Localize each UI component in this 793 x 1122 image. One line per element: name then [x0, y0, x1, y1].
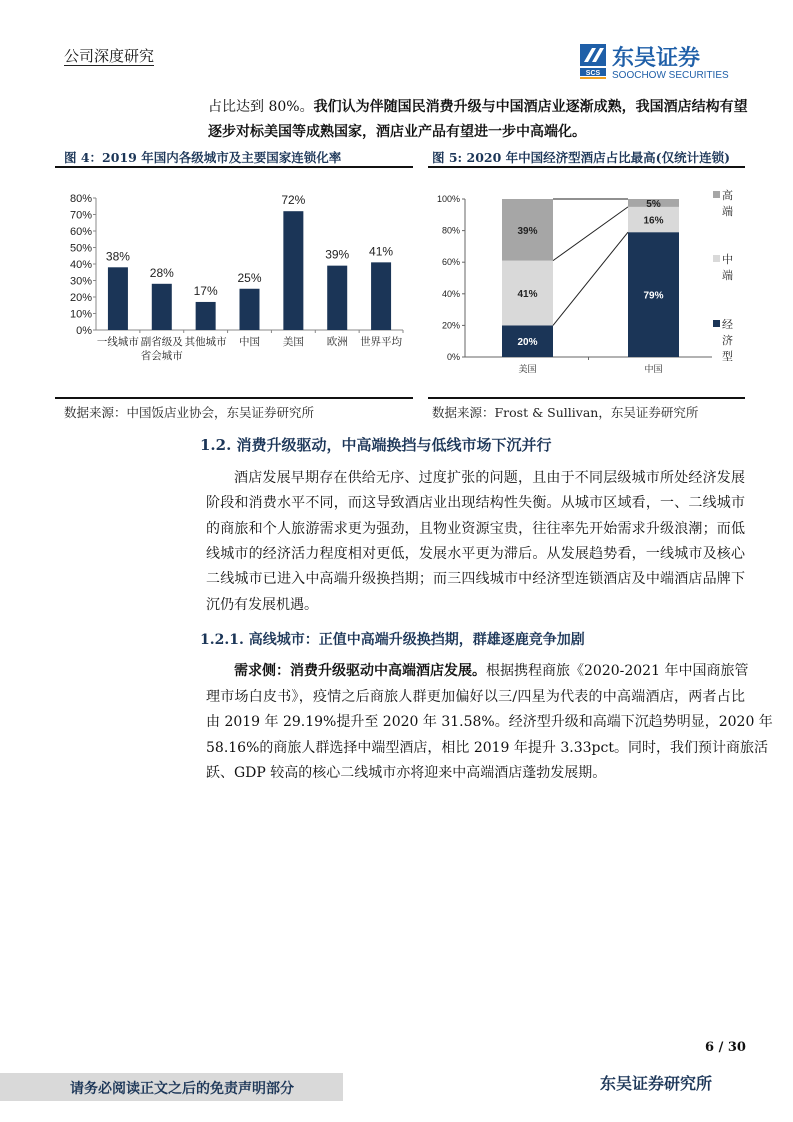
section-1-2-heading: 1.2. 消费升级驱动，中高端换挡与低线市场下沉并行 — [200, 436, 552, 454]
section-1-2-1-heading: 1.2.1. 高线城市：正值中高端升级换挡期，群雄逐鹿竞争加剧 — [200, 632, 585, 648]
y-tick-label: 70% — [69, 209, 92, 222]
chart-chain-rate — [0, 0, 420, 400]
paragraph-line: 58.16%的商旅人群选择中端型酒店，相比 2019 年提升 3.33pct。同时，我们预计商旅活 — [206, 739, 768, 756]
disclaimer-text: 请务必阅读正文之后的免责声明部分 — [70, 1081, 294, 1097]
legend-label: 端 — [722, 206, 733, 218]
y-tick-label: 40% — [441, 288, 460, 299]
y-tick-label: 60% — [441, 257, 460, 268]
x-tick-label: 世界平均 — [360, 336, 403, 348]
legend-label: 经 — [722, 319, 733, 331]
legend-label: 高 — [722, 190, 733, 202]
paragraph-line: 由 2019 年 29.19%提升至 2020 年 31.58%。经济型升级和高端下沉趋势明显，2020 年 — [206, 714, 773, 731]
logo-en: SOOCHOW SECURITIES — [612, 70, 729, 80]
data-label: 72% — [281, 193, 306, 208]
paragraph-line: 沉仍有发展机遇。 — [206, 596, 318, 613]
divider — [55, 397, 413, 399]
intro-line-2: 逐步对标美国等成熟国家，酒店业产品有望进一步中高端化。 — [208, 124, 586, 140]
y-tick-label: 0% — [76, 325, 92, 337]
x-tick-label: 美国 — [282, 336, 304, 348]
y-tick-label: 80% — [69, 193, 92, 205]
bar — [371, 262, 391, 330]
data-label: 38% — [105, 249, 130, 264]
x-tick-label: 省会城市 — [140, 350, 183, 362]
x-tick-label: 副省级及 — [140, 336, 183, 348]
legend-label: 型 — [722, 351, 733, 363]
data-label: 25% — [237, 270, 262, 285]
lead-rest-text: 根据携程商旅《2020-2021 年中国商旅管 — [486, 663, 749, 679]
figure4-title: 图 4：2019 年国内各级城市及主要国家连锁化率 — [64, 150, 342, 165]
data-label: 39% — [517, 225, 538, 237]
paragraph-line: 阶段和消费水平不同，而这导致酒店业出现结构性失衡。从城市区域看，一、二线城市 — [206, 495, 745, 512]
y-tick-label: 20% — [441, 320, 460, 331]
bar — [108, 267, 128, 330]
y-tick-label: 30% — [69, 275, 92, 288]
legend-swatch — [713, 320, 720, 327]
paragraph-line: 酒店发展早期存在供给无序、过度扩张的问题，且由于不同层级城市所处经济发展 — [234, 470, 745, 486]
bar — [152, 284, 172, 330]
figure5-source: 数据来源：Frost & Sullivan，东吴证券研究所 — [432, 405, 699, 420]
x-tick-label: 中国 — [239, 336, 260, 348]
data-label: 20% — [517, 337, 538, 349]
page-number: 6 / 30 — [705, 1040, 746, 1055]
intro-bold-text: 我们认为伴随国民消费升级与中国酒店业逐渐成熟，我国酒店结构有望 — [313, 99, 748, 115]
figure5-title: 图 5: 2020 年中国经济型酒店占比最高(仅统计连锁) — [432, 150, 730, 165]
y-tick-label: 20% — [69, 292, 92, 304]
y-tick-label: 60% — [69, 226, 92, 238]
x-tick-label: 其他城市 — [184, 336, 227, 348]
paragraph-line: 二线城市已进入中高端升级换挡期；而三四线城市中经济型连锁酒店及中端酒店品牌下 — [206, 571, 745, 588]
x-tick-label: 中国 — [644, 364, 663, 374]
y-tick-label: 0% — [446, 352, 460, 362]
data-label: 79% — [643, 290, 664, 302]
paragraph-line — [234, 661, 749, 681]
y-tick-label: 80% — [441, 225, 460, 236]
lead-bold-text: 需求侧：消费升级驱动中高端酒店发展。 — [234, 663, 486, 679]
legend-label: 济 — [722, 335, 733, 347]
series-connector-line — [553, 232, 628, 325]
data-label: 16% — [643, 215, 664, 227]
x-tick-label: 一线城市 — [96, 336, 139, 348]
bar — [240, 289, 260, 330]
legend-label: 中 — [722, 254, 733, 266]
data-label: 17% — [193, 283, 218, 298]
x-tick-label: 美国 — [518, 364, 537, 374]
figure4-source: 数据来源：中国饭店业协会，东吴证券研究所 — [64, 405, 315, 420]
y-tick-label: 40% — [69, 259, 92, 271]
y-tick-label: 100% — [436, 194, 460, 204]
chart-hotel-mix — [420, 0, 793, 400]
data-label: 41% — [369, 244, 394, 259]
paragraph-line: 线城市的经济活力程度相对更低，发展水平更为滞后。从发展趋势看，一线城市及核心 — [206, 545, 745, 562]
logo-cn: 东吴证券 — [612, 45, 701, 70]
bar — [327, 266, 347, 330]
y-tick-label: 10% — [69, 308, 92, 321]
bar — [283, 211, 303, 330]
data-label: 41% — [517, 289, 538, 301]
data-label: 39% — [325, 247, 350, 262]
intro-text: 占比达到 80%。 — [208, 99, 314, 115]
paragraph-line: 跃、GDP 较高的核心二线城市亦将迎来中高端酒店蓬勃发展期。 — [206, 764, 607, 781]
legend-label: 端 — [722, 270, 733, 282]
bar — [196, 302, 216, 330]
paragraph-line: 的商旅和个人旅游需求更为强劲，且物业资源宝贵，往往率先开始需求升级浪潮；而低 — [206, 520, 745, 537]
logo-abbr: SCS — [585, 70, 601, 77]
divider — [428, 397, 745, 399]
x-tick-label: 欧洲 — [326, 336, 348, 348]
footer-org: 东吴证券研究所 — [600, 1074, 713, 1093]
legend-swatch — [713, 191, 720, 198]
legend-swatch — [713, 255, 720, 262]
series-connector-line — [553, 207, 628, 261]
y-tick-label: 50% — [69, 242, 92, 255]
data-label: 5% — [646, 198, 661, 210]
paragraph-line: 理市场白皮书》，疫情之后商旅人群更加偏好以三/四星为代表的中高端酒店，两者占比 — [206, 689, 745, 705]
section-label: 公司深度研究 — [64, 47, 155, 65]
data-label: 28% — [149, 265, 174, 280]
